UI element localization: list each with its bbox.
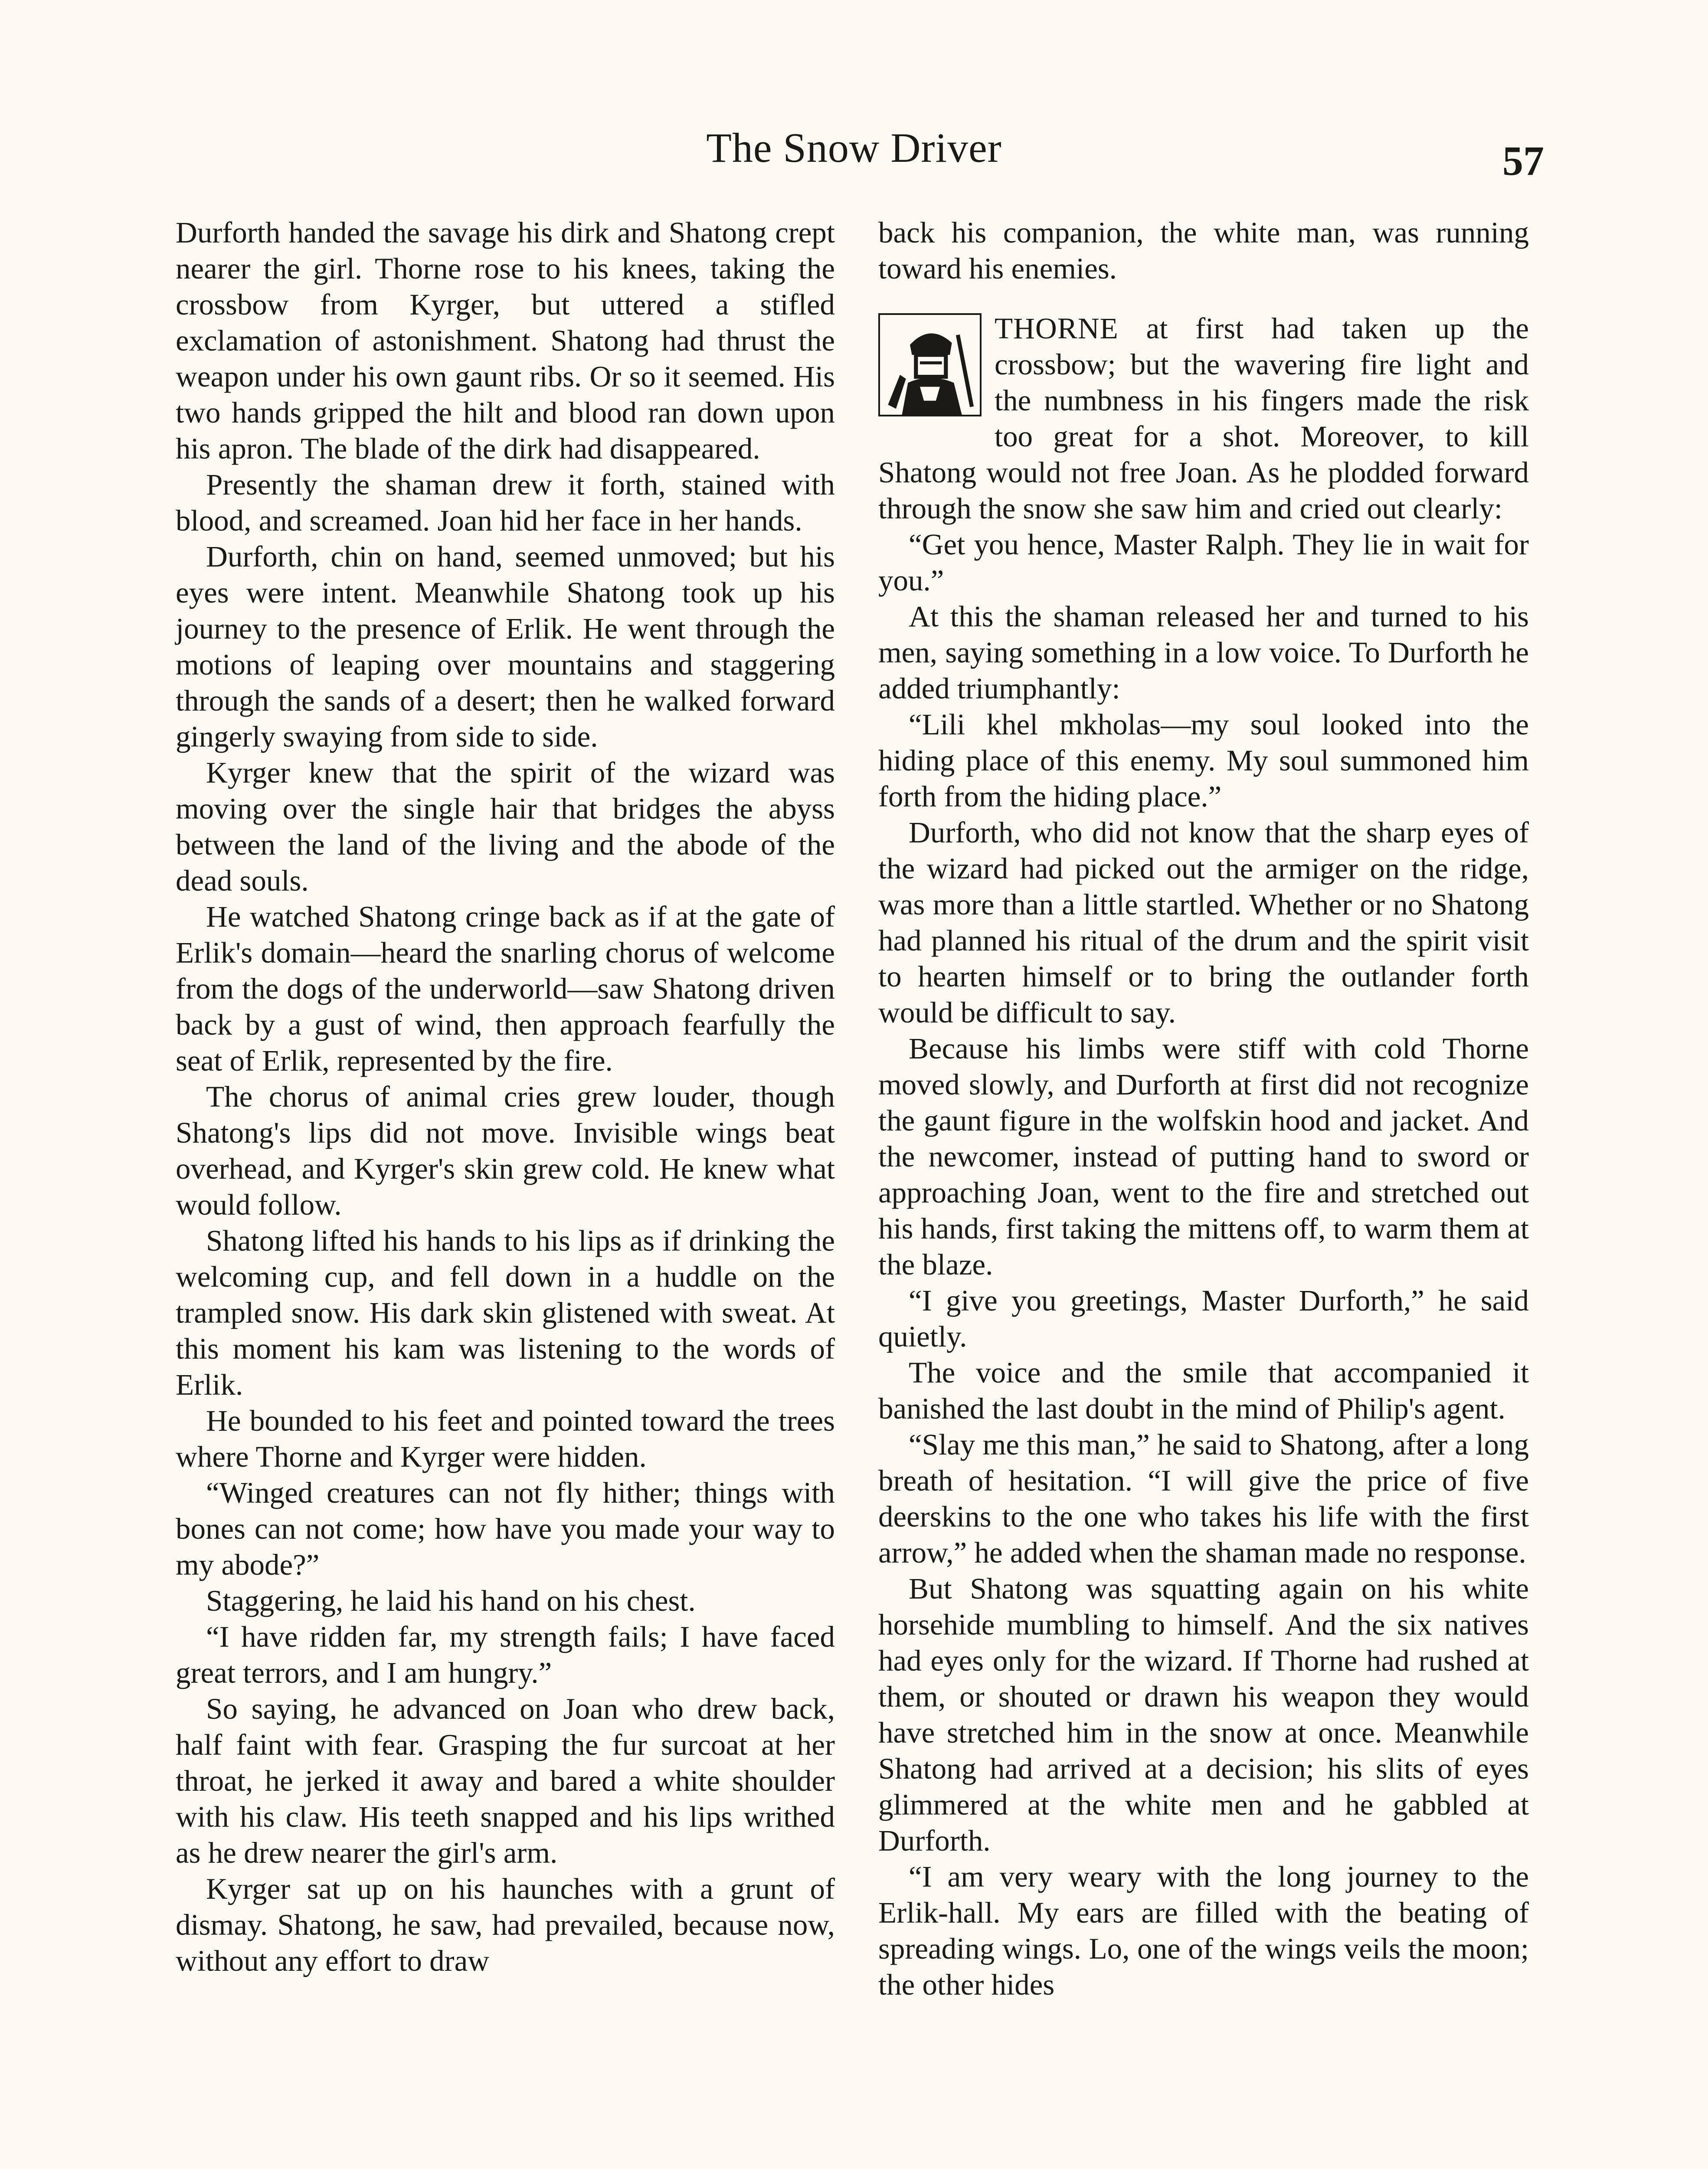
paragraph: “Slay me this man,” he said to Shatong, after a long breath of hesitation. “I will give the price of five deerskins to the one who takes his life with the first arrow,” he added when the shaman made no response. <box>878 1428 1529 1569</box>
paragraph: Because his limbs were stiff with cold Thorne moved slowly, and Durforth at first did not recognize the gaunt figure in the wolfskin hood and jacket. And the newcomer, instead of putting hand to sword or approaching Joan, went to the fire and stretched out his hands, first taking the mittens off, to warm them at the blaze. <box>878 1032 1529 1281</box>
section-text: at first had taken up the crossbow; but the wavering fire light and the numbness in his fingers made the risk too great for a shot. Moreover, to kill Shatong would not free Joan. As he plodded forward through the snow she saw him and cried out clearly: <box>878 312 1529 525</box>
section-lead-word: THORNE <box>995 312 1119 345</box>
paragraph: He bounded to his feet and pointed toward the trees where Thorne and Kyrger were hidden. <box>176 1404 835 1473</box>
running-head: The Snow Driver <box>706 125 1002 171</box>
paragraph: Durforth, who did not know that the sharp eyes of the wizard had picked out the armiger on the ridge, was more than a little startled. Whether or no Shatong had planned his ritual of the drum and the spirit visit to hearten himself or to bring the outlander forth would be difficult to say. <box>878 816 1529 1029</box>
paragraph: “I have ridden far, my strength fails; I have faced great terrors, and I am hungry.” <box>176 1620 835 1689</box>
paragraph: Durforth handed the savage his dirk and Shatong crept nearer the girl. Thorne rose to his knees, taking the crossbow from Kyrger, but uttered a stifled exclamation of astonishment. Shatong had thrust the weapon under his own gaunt ribs. Or so it seemed. His two hands gripped the hilt and blood ran down upon his apron. The blade of the dirk had disappeared. <box>176 216 835 465</box>
paragraph: Presently the shaman drew it forth, stained with blood, and screamed. Joan hid her face in her hands. <box>176 468 835 537</box>
page-number: 57 <box>1502 138 1544 184</box>
paragraph: “I give you greetings, Master Durforth,” he said quietly. <box>878 1284 1529 1353</box>
paragraph: “Lili khel mkholas—my soul looked into the hiding place of this enemy. My soul summoned him forth from the hiding place.” <box>878 708 1529 813</box>
left-column <box>176 215 835 1979</box>
paragraph: “I am very weary with the long journey to the Erlik-hall. My ears are filled with the beating of spreading wings. Lo, one of the wings veils the moon; the other hides <box>878 1860 1529 2001</box>
section-start-paragraph <box>878 311 1529 527</box>
paragraph: But Shatong was squatting again on his white horsehide mumbling to himself. And the six natives had eyes only for the wizard. If Thorne had rushed at them, or shouted or drawn his weapon they would have stretched him in the snow at once. Meanwhile Shatong had arrived at a decision; his slits of eyes glimmered at the white men and he gabbled at Durforth. <box>878 1572 1529 1857</box>
paragraph: He watched Shatong cringe back as if at the gate of Erlik's domain—heard the snarling chorus of welcome from the dogs of the underworld—saw Shatong driven back by a gust of wind, then approach fearfully the seat of Erlik, represented by the fire. <box>176 900 835 1077</box>
paragraph: Kyrger sat up on his haunches with a grunt of dismay. Shatong, he saw, had prevailed, because now, without any effort to draw <box>176 1872 835 1977</box>
paragraph: Shatong lifted his hands to his lips as if drinking the welcoming cup, and fell down in a huddle on the trampled snow. His dark skin glistened with sweat. At this moment his kam was listening to the words of Erlik. <box>176 1224 835 1401</box>
paragraph: Durforth, chin on hand, seemed unmoved; but his eyes were intent. Meanwhile Shatong took up his journey to the presence of Erlik. He went through the motions of leaping over mountains and staggering through the sands of a desert; then he walked forward gingerly swaying from side to side. <box>176 540 835 753</box>
right-column <box>878 215 1529 2003</box>
knight-illustration-icon <box>878 313 982 416</box>
paragraph: Kyrger knew that the spirit of the wizard was moving over the single hair that bridges the abyss between the land of the living and the abode of the dead souls. <box>176 756 835 897</box>
paragraph: Staggering, he laid his hand on his chest. <box>206 1584 696 1617</box>
paragraph: So saying, he advanced on Joan who drew back, half faint with fear. Grasping the fur surcoat at her throat, he jerked it away and bared a white shoulder with his claw. His teeth snapped and his lips writhed as he drew nearer the girl's arm. <box>176 1692 835 1869</box>
paragraph: back his companion, the white man, was running toward his enemies. <box>878 216 1529 285</box>
paragraph: “Get you hence, Master Ralph. They lie in wait for you.” <box>878 528 1529 597</box>
paragraph: The voice and the smile that accompanied it banished the last doubt in the mind of Philip's agent. <box>878 1356 1529 1425</box>
paragraph: “Winged creatures can not fly hither; things with bones can not come; how have you made your way to my abode?” <box>176 1476 835 1581</box>
paragraph: At this the shaman released her and turned to his men, saying something in a low voice. To Durforth he added triumphantly: <box>878 600 1529 705</box>
paragraph: The chorus of animal cries grew louder, though Shatong's lips did not move. Invisible wings beat overhead, and Kyrger's skin grew cold. He knew what would follow. <box>176 1080 835 1221</box>
